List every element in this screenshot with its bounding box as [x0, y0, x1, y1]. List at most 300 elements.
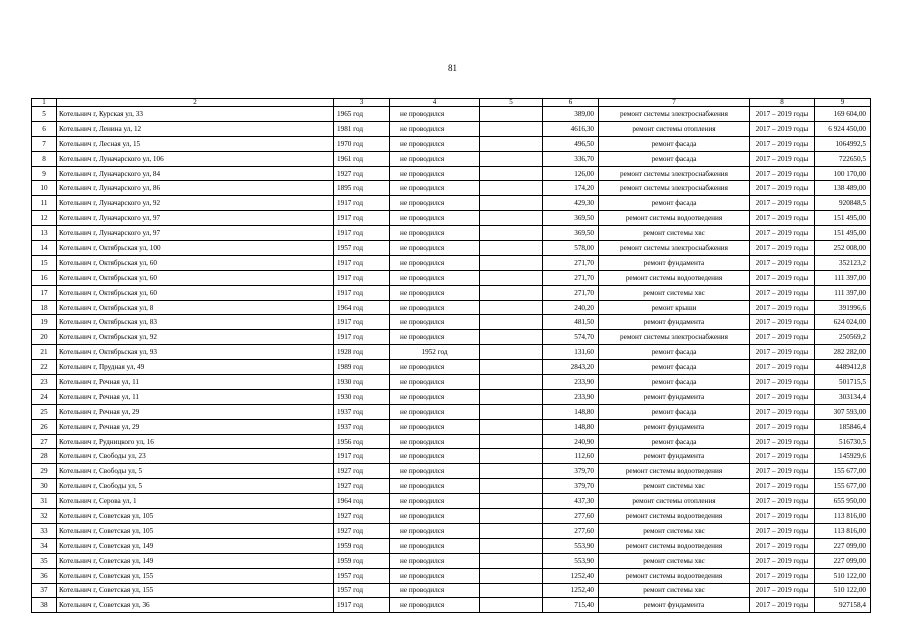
- last-repair-cell: не проводился: [390, 285, 480, 300]
- work-type-cell: ремонт системы водоотведения: [599, 509, 750, 524]
- table-row: [32, 211, 871, 226]
- area-cell: 277,60: [543, 523, 599, 538]
- area-cell: 148,80: [543, 419, 599, 434]
- address-cell: Котельнич г, Октябрьская ул, 60: [57, 255, 334, 270]
- row-number-cell: 32: [32, 509, 57, 524]
- last-repair-cell: не проводился: [390, 166, 480, 181]
- period-cell: 2017 – 2019 годы: [750, 583, 815, 598]
- period-cell: 2017 – 2019 годы: [750, 598, 815, 613]
- work-type-cell: ремонт системы хвс: [599, 226, 750, 241]
- area-cell: 553,90: [543, 538, 599, 553]
- build-year-cell: 1917 год: [334, 315, 390, 330]
- address-cell: Котельнич г, Советская ул, 36: [57, 598, 334, 613]
- cost-cell: 113 816,00: [815, 523, 871, 538]
- cost-cell: 151 495,00: [815, 211, 871, 226]
- work-type-cell: ремонт крыши: [599, 300, 750, 315]
- table-row: [32, 315, 871, 330]
- build-year-cell: 1917 год: [334, 226, 390, 241]
- last-repair-cell: не проводился: [390, 151, 480, 166]
- empty-cell-cell: [480, 523, 543, 538]
- cost-cell: 6 924 450,00: [815, 121, 871, 136]
- last-repair-cell: не проводился: [390, 107, 480, 122]
- period-cell: 2017 – 2019 годы: [750, 121, 815, 136]
- row-number-cell: 21: [32, 345, 57, 360]
- cost-cell: 111 397,00: [815, 270, 871, 285]
- table-row: [32, 151, 871, 166]
- empty-cell-cell: [480, 226, 543, 241]
- row-number-cell: 34: [32, 538, 57, 553]
- build-year-cell: 1989 год: [334, 360, 390, 375]
- last-repair-cell: не проводился: [390, 523, 480, 538]
- row-number-cell: 13: [32, 226, 57, 241]
- row-number-cell: 11: [32, 196, 57, 211]
- period-cell: 2017 – 2019 годы: [750, 255, 815, 270]
- last-repair-cell: не проводился: [390, 181, 480, 196]
- last-repair-cell: не проводился: [390, 419, 480, 434]
- period-cell: 2017 – 2019 годы: [750, 449, 815, 464]
- table-row: [32, 404, 871, 419]
- period-cell: 2017 – 2019 годы: [750, 360, 815, 375]
- period-cell: 2017 – 2019 годы: [750, 464, 815, 479]
- period-cell: 2017 – 2019 годы: [750, 196, 815, 211]
- work-type-cell: ремонт системы водоотведения: [599, 568, 750, 583]
- table-row: [32, 241, 871, 256]
- last-repair-cell: не проводился: [390, 136, 480, 151]
- last-repair-cell: не проводился: [390, 255, 480, 270]
- address-cell: Котельнич г, Луначарского ул, 86: [57, 181, 334, 196]
- period-cell: 2017 – 2019 годы: [750, 509, 815, 524]
- area-cell: 389,00: [543, 107, 599, 122]
- build-year-cell: 1957 год: [334, 583, 390, 598]
- address-cell: Котельнич г, Свободы ул, 5: [57, 464, 334, 479]
- area-cell: 1252,40: [543, 568, 599, 583]
- table-row: [32, 107, 871, 122]
- last-repair-cell: не проводился: [390, 360, 480, 375]
- build-year-cell: 1937 год: [334, 404, 390, 419]
- table-row: [32, 434, 871, 449]
- area-cell: 277,60: [543, 509, 599, 524]
- build-year-cell: 1965 год: [334, 107, 390, 122]
- column-header-7: 7: [599, 99, 750, 107]
- address-cell: Котельнич г, Октябрьская ул, 60: [57, 285, 334, 300]
- area-cell: 379,70: [543, 479, 599, 494]
- row-number-cell: 9: [32, 166, 57, 181]
- address-cell: Котельнич г, Советская ул, 105: [57, 509, 334, 524]
- address-cell: Котельнич г, Речная ул, 29: [57, 419, 334, 434]
- period-cell: 2017 – 2019 годы: [750, 285, 815, 300]
- table-body: [32, 99, 871, 613]
- column-header-1: 1: [32, 99, 57, 107]
- empty-cell-cell: [480, 330, 543, 345]
- period-cell: 2017 – 2019 годы: [750, 181, 815, 196]
- period-cell: 2017 – 2019 годы: [750, 300, 815, 315]
- build-year-cell: 1917 год: [334, 449, 390, 464]
- last-repair-cell: не проводился: [390, 315, 480, 330]
- area-cell: 553,90: [543, 553, 599, 568]
- row-number-cell: 36: [32, 568, 57, 583]
- area-cell: 271,70: [543, 285, 599, 300]
- address-cell: Котельнич г, Советская ул, 149: [57, 538, 334, 553]
- last-repair-cell: не проводился: [390, 241, 480, 256]
- period-cell: 2017 – 2019 годы: [750, 538, 815, 553]
- address-cell: Котельнич г, Октябрьская ул, 92: [57, 330, 334, 345]
- table-row: [32, 598, 871, 613]
- work-type-cell: ремонт фасада: [599, 196, 750, 211]
- area-cell: 148,80: [543, 404, 599, 419]
- last-repair-cell: не проводился: [390, 538, 480, 553]
- work-type-cell: ремонт системы хвс: [599, 523, 750, 538]
- work-type-cell: ремонт фундамента: [599, 419, 750, 434]
- work-type-cell: ремонт фасада: [599, 375, 750, 390]
- period-cell: 2017 – 2019 годы: [750, 375, 815, 390]
- work-type-cell: ремонт системы электроснабжения: [599, 241, 750, 256]
- table-row: [32, 464, 871, 479]
- table-row: [32, 494, 871, 509]
- column-header-4: 4: [390, 99, 480, 107]
- area-cell: 1252,40: [543, 583, 599, 598]
- address-cell: Котельнич г, Курская ул, 33: [57, 107, 334, 122]
- last-repair-cell: не проводился: [390, 211, 480, 226]
- table-row: [32, 166, 871, 181]
- empty-cell-cell: [480, 434, 543, 449]
- period-cell: 2017 – 2019 годы: [750, 479, 815, 494]
- period-cell: 2017 – 2019 годы: [750, 315, 815, 330]
- last-repair-cell: не проводился: [390, 330, 480, 345]
- address-cell: Котельнич г, Октябрьская ул, 8: [57, 300, 334, 315]
- work-type-cell: ремонт фундамента: [599, 598, 750, 613]
- build-year-cell: 1917 год: [334, 270, 390, 285]
- period-cell: 2017 – 2019 годы: [750, 226, 815, 241]
- build-year-cell: 1959 год: [334, 538, 390, 553]
- address-cell: Котельнич г, Советская ул, 105: [57, 523, 334, 538]
- build-year-cell: 1917 год: [334, 211, 390, 226]
- build-year-cell: 1917 год: [334, 330, 390, 345]
- address-cell: Котельнич г, Речная ул, 29: [57, 404, 334, 419]
- work-type-cell: ремонт системы электроснабжения: [599, 330, 750, 345]
- build-year-cell: 1895 год: [334, 181, 390, 196]
- work-type-cell: ремонт фундамента: [599, 389, 750, 404]
- area-cell: 112,60: [543, 449, 599, 464]
- last-repair-cell: не проводился: [390, 464, 480, 479]
- cost-cell: 501715,5: [815, 375, 871, 390]
- column-header-6: 6: [543, 99, 599, 107]
- area-cell: 715,40: [543, 598, 599, 613]
- area-cell: 240,90: [543, 434, 599, 449]
- row-number-cell: 6: [32, 121, 57, 136]
- cost-cell: 111 397,00: [815, 285, 871, 300]
- empty-cell-cell: [480, 151, 543, 166]
- work-type-cell: ремонт фасада: [599, 434, 750, 449]
- row-number-cell: 10: [32, 181, 57, 196]
- period-cell: 2017 – 2019 годы: [750, 419, 815, 434]
- last-repair-cell: 1952 год: [390, 345, 480, 360]
- last-repair-cell: не проводился: [390, 494, 480, 509]
- build-year-cell: 1917 год: [334, 598, 390, 613]
- area-cell: 496,50: [543, 136, 599, 151]
- row-number-cell: 27: [32, 434, 57, 449]
- cost-cell: 722650,5: [815, 151, 871, 166]
- cost-cell: 145929,6: [815, 449, 871, 464]
- column-header-3: 3: [334, 99, 390, 107]
- cost-cell: 155 677,00: [815, 464, 871, 479]
- row-number-cell: 30: [32, 479, 57, 494]
- empty-cell-cell: [480, 360, 543, 375]
- cost-cell: 138 489,00: [815, 181, 871, 196]
- cost-cell: 927158,4: [815, 598, 871, 613]
- address-cell: Котельнич г, Октябрьская ул, 60: [57, 270, 334, 285]
- address-cell: Котельнич г, Свободы ул, 23: [57, 449, 334, 464]
- build-year-cell: 1956 год: [334, 434, 390, 449]
- build-year-cell: 1917 год: [334, 255, 390, 270]
- empty-cell-cell: [480, 241, 543, 256]
- row-number-cell: 22: [32, 360, 57, 375]
- empty-cell-cell: [480, 494, 543, 509]
- empty-cell-cell: [480, 568, 543, 583]
- row-number-cell: 38: [32, 598, 57, 613]
- period-cell: 2017 – 2019 годы: [750, 107, 815, 122]
- build-year-cell: 1930 год: [334, 375, 390, 390]
- last-repair-cell: не проводился: [390, 449, 480, 464]
- last-repair-cell: не проводился: [390, 509, 480, 524]
- area-cell: 131,60: [543, 345, 599, 360]
- empty-cell-cell: [480, 404, 543, 419]
- row-number-cell: 28: [32, 449, 57, 464]
- build-year-cell: 1964 год: [334, 494, 390, 509]
- data-table: [31, 98, 871, 613]
- empty-cell-cell: [480, 211, 543, 226]
- last-repair-cell: не проводился: [390, 121, 480, 136]
- period-cell: 2017 – 2019 годы: [750, 523, 815, 538]
- work-type-cell: ремонт фасада: [599, 360, 750, 375]
- work-type-cell: ремонт системы водоотведения: [599, 211, 750, 226]
- work-type-cell: ремонт системы хвс: [599, 583, 750, 598]
- cost-cell: 510 122,00: [815, 583, 871, 598]
- address-cell: Котельнич г, Советская ул, 155: [57, 583, 334, 598]
- address-cell: Котельнич г, Лесная ул, 15: [57, 136, 334, 151]
- work-type-cell: ремонт системы водоотведения: [599, 464, 750, 479]
- empty-cell-cell: [480, 375, 543, 390]
- table-row: [32, 568, 871, 583]
- page-number: 81: [448, 63, 457, 73]
- address-cell: Котельнич г, Луначарского ул, 92: [57, 196, 334, 211]
- address-cell: Котельнич г, Прудная ул, 49: [57, 360, 334, 375]
- table-row: [32, 270, 871, 285]
- address-cell: Котельнич г, Советская ул, 155: [57, 568, 334, 583]
- address-cell: Котельнич г, Луначарского ул, 97: [57, 211, 334, 226]
- work-type-cell: ремонт фундамента: [599, 315, 750, 330]
- empty-cell-cell: [480, 389, 543, 404]
- empty-cell-cell: [480, 509, 543, 524]
- cost-cell: 1064992,5: [815, 136, 871, 151]
- empty-cell-cell: [480, 121, 543, 136]
- row-number-cell: 17: [32, 285, 57, 300]
- period-cell: 2017 – 2019 годы: [750, 568, 815, 583]
- work-type-cell: ремонт системы хвс: [599, 479, 750, 494]
- address-cell: Котельнич г, Луначарского ул, 106: [57, 151, 334, 166]
- period-cell: 2017 – 2019 годы: [750, 434, 815, 449]
- empty-cell-cell: [480, 300, 543, 315]
- row-number-cell: 29: [32, 464, 57, 479]
- table-row: [32, 523, 871, 538]
- last-repair-cell: не проводился: [390, 389, 480, 404]
- cost-cell: 250569,2: [815, 330, 871, 345]
- empty-cell-cell: [480, 181, 543, 196]
- last-repair-cell: не проводился: [390, 375, 480, 390]
- work-type-cell: ремонт системы хвс: [599, 553, 750, 568]
- period-cell: 2017 – 2019 годы: [750, 151, 815, 166]
- table-row: [32, 360, 871, 375]
- empty-cell-cell: [480, 598, 543, 613]
- row-number-cell: 14: [32, 241, 57, 256]
- work-type-cell: ремонт системы электроснабжения: [599, 166, 750, 181]
- last-repair-cell: не проводился: [390, 568, 480, 583]
- empty-cell-cell: [480, 270, 543, 285]
- build-year-cell: 1928 год: [334, 345, 390, 360]
- area-cell: 2843,20: [543, 360, 599, 375]
- area-cell: 240,20: [543, 300, 599, 315]
- row-number-cell: 33: [32, 523, 57, 538]
- table-row: [32, 449, 871, 464]
- work-type-cell: ремонт системы водоотведения: [599, 538, 750, 553]
- build-year-cell: 1981 год: [334, 121, 390, 136]
- row-number-cell: 5: [32, 107, 57, 122]
- period-cell: 2017 – 2019 годы: [750, 404, 815, 419]
- address-cell: Котельнич г, Речная ул, 11: [57, 375, 334, 390]
- address-cell: Котельнич г, Луначарского ул, 97: [57, 226, 334, 241]
- build-year-cell: 1961 год: [334, 151, 390, 166]
- work-type-cell: ремонт фундамента: [599, 449, 750, 464]
- table-row: [32, 136, 871, 151]
- period-cell: 2017 – 2019 годы: [750, 494, 815, 509]
- column-header-2: 2: [57, 99, 334, 107]
- table-row: [32, 121, 871, 136]
- address-cell: Котельнич г, Рудницкого ул, 16: [57, 434, 334, 449]
- empty-cell-cell: [480, 449, 543, 464]
- area-cell: 429,30: [543, 196, 599, 211]
- empty-cell-cell: [480, 255, 543, 270]
- build-year-cell: 1959 год: [334, 553, 390, 568]
- work-type-cell: ремонт фасада: [599, 404, 750, 419]
- cost-cell: 151 495,00: [815, 226, 871, 241]
- table-row: [32, 226, 871, 241]
- address-cell: Котельнич г, Серова ул, 1: [57, 494, 334, 509]
- build-year-cell: 1927 год: [334, 509, 390, 524]
- empty-cell-cell: [480, 553, 543, 568]
- build-year-cell: 1917 год: [334, 285, 390, 300]
- table-row: [32, 255, 871, 270]
- work-type-cell: ремонт фасада: [599, 345, 750, 360]
- cost-cell: 113 816,00: [815, 509, 871, 524]
- column-header-5: 5: [480, 99, 543, 107]
- last-repair-cell: не проводился: [390, 434, 480, 449]
- empty-cell-cell: [480, 107, 543, 122]
- work-type-cell: ремонт фундамента: [599, 255, 750, 270]
- empty-cell-cell: [480, 196, 543, 211]
- table-row: [32, 389, 871, 404]
- empty-cell-cell: [480, 315, 543, 330]
- work-type-cell: ремонт системы хвс: [599, 285, 750, 300]
- row-number-cell: 20: [32, 330, 57, 345]
- table-row: [32, 479, 871, 494]
- cost-cell: 282 282,00: [815, 345, 871, 360]
- row-number-cell: 15: [32, 255, 57, 270]
- empty-cell-cell: [480, 419, 543, 434]
- column-header-8: 8: [750, 99, 815, 107]
- row-number-cell: 16: [32, 270, 57, 285]
- build-year-cell: 1970 год: [334, 136, 390, 151]
- build-year-cell: 1927 год: [334, 523, 390, 538]
- build-year-cell: 1964 год: [334, 300, 390, 315]
- work-type-cell: ремонт системы водоотведения: [599, 270, 750, 285]
- address-cell: Котельнич г, Речная ул, 11: [57, 389, 334, 404]
- area-cell: 379,70: [543, 464, 599, 479]
- cost-cell: 352123,2: [815, 255, 871, 270]
- period-cell: 2017 – 2019 годы: [750, 241, 815, 256]
- cost-cell: 252 008,00: [815, 241, 871, 256]
- area-cell: 578,00: [543, 241, 599, 256]
- work-type-cell: ремонт фасада: [599, 136, 750, 151]
- cost-cell: 4489412,8: [815, 360, 871, 375]
- last-repair-cell: не проводился: [390, 598, 480, 613]
- period-cell: 2017 – 2019 годы: [750, 389, 815, 404]
- area-cell: 481,50: [543, 315, 599, 330]
- row-number-cell: 18: [32, 300, 57, 315]
- last-repair-cell: не проводился: [390, 553, 480, 568]
- table-row: [32, 419, 871, 434]
- table-row: [32, 285, 871, 300]
- row-number-cell: 12: [32, 211, 57, 226]
- last-repair-cell: не проводился: [390, 479, 480, 494]
- work-type-cell: ремонт системы электроснабжения: [599, 181, 750, 196]
- address-cell: Котельнич г, Октябрьская ул, 93: [57, 345, 334, 360]
- period-cell: 2017 – 2019 годы: [750, 211, 815, 226]
- period-cell: 2017 – 2019 годы: [750, 166, 815, 181]
- cost-cell: 227 099,00: [815, 553, 871, 568]
- area-cell: 437,30: [543, 494, 599, 509]
- table-row: [32, 345, 871, 360]
- cost-cell: 303134,4: [815, 389, 871, 404]
- row-number-cell: 8: [32, 151, 57, 166]
- table-row: [32, 196, 871, 211]
- row-number-cell: 19: [32, 315, 57, 330]
- period-cell: 2017 – 2019 годы: [750, 553, 815, 568]
- cost-cell: 155 677,00: [815, 479, 871, 494]
- area-cell: 4616,30: [543, 121, 599, 136]
- address-cell: Котельнич г, Свободы ул, 5: [57, 479, 334, 494]
- row-number-cell: 23: [32, 375, 57, 390]
- area-cell: 336,70: [543, 151, 599, 166]
- address-cell: Котельнич г, Октябрьская ул, 83: [57, 315, 334, 330]
- empty-cell-cell: [480, 285, 543, 300]
- work-type-cell: ремонт системы отопления: [599, 494, 750, 509]
- empty-cell-cell: [480, 479, 543, 494]
- cost-cell: 100 170,00: [815, 166, 871, 181]
- empty-cell-cell: [480, 583, 543, 598]
- row-number-cell: 7: [32, 136, 57, 151]
- build-year-cell: 1957 год: [334, 241, 390, 256]
- build-year-cell: 1927 год: [334, 479, 390, 494]
- cost-cell: 307 593,00: [815, 404, 871, 419]
- cost-cell: 391996,6: [815, 300, 871, 315]
- area-cell: 271,70: [543, 270, 599, 285]
- address-cell: Котельнич г, Советская ул, 149: [57, 553, 334, 568]
- row-number-cell: 26: [32, 419, 57, 434]
- area-cell: 174,20: [543, 181, 599, 196]
- cost-cell: 510 122,00: [815, 568, 871, 583]
- area-cell: 271,70: [543, 255, 599, 270]
- address-cell: Котельнич г, Луначарского ул, 84: [57, 166, 334, 181]
- row-number-cell: 25: [32, 404, 57, 419]
